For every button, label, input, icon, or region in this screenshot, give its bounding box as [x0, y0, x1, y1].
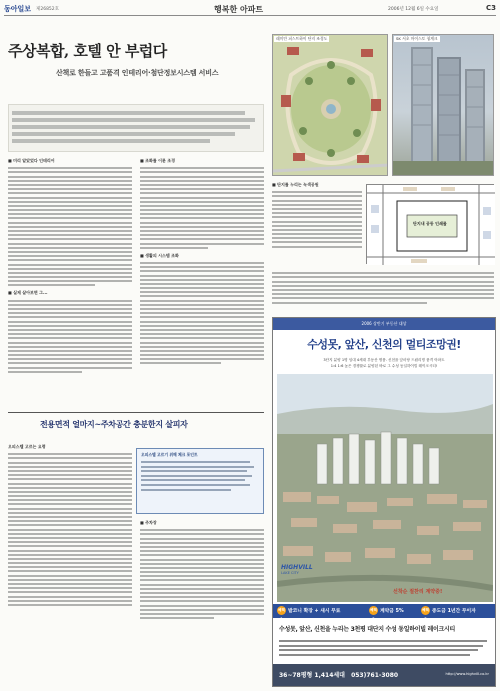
publish-date: 2006년 12월 6일 수요일	[388, 7, 439, 12]
location-map	[366, 184, 494, 264]
tower-caption: SK 서초 마이스토 청계크	[396, 36, 438, 41]
ad-body-text: 수성못, 앞산, 신천을 누리는 3천평 대단지 수성 동일하이빌 레이크시티	[279, 626, 456, 633]
benefit-item	[277, 606, 341, 621]
ad-headline: 수성못, 앞산, 신천의 멀티조망권!	[307, 338, 461, 351]
section-head: ■ 조화를 이룬 조경	[140, 158, 176, 163]
benefit-label: 발코니 확장 + 새시 무료	[288, 609, 341, 614]
site-plan-image	[272, 34, 388, 176]
plan-caption: 래미안 퍼스트하이 단지 조경도	[276, 36, 328, 41]
ad-units: 36~78평형 1,414세대	[279, 672, 345, 679]
lower-column-1	[8, 444, 132, 608]
section-head: ■ 생활의 시스템 조화	[140, 252, 179, 258]
benefit-item	[421, 606, 476, 621]
site-plan-drawing	[273, 35, 388, 176]
article-summary-box	[8, 104, 264, 152]
ad-subline-2: 1:4 1:6 높은 경쟁률로 분양된 바로 그 수성 동일하이빌 레이크시티!	[330, 364, 438, 368]
ad-cta: 선착순 절찬리 계약중!	[393, 589, 443, 595]
section-title: 행복한 아파트	[214, 5, 264, 14]
ad-website: http://www.highvill.co.kr	[445, 672, 489, 676]
section-head: ■ 단지를 누리는 녹색공원	[272, 182, 319, 187]
ad-subline-1: 3단지 분양 1명 임대 4세대 부동산 명품. 신천을 앞마당 드림리빙 품격 아파트	[323, 358, 445, 362]
lower-article-title: 전용면적 얼마지~주차공간 충분한지 살피자	[40, 420, 188, 429]
lower-section-head: ■ 주차장	[140, 520, 157, 525]
tower-drawing	[393, 35, 494, 176]
page-number: C3	[485, 4, 496, 12]
body-column-3	[272, 182, 362, 250]
body-column-2	[140, 158, 264, 367]
apartment-advertisement	[272, 317, 496, 687]
brand-name: HIGHVILL	[281, 564, 313, 571]
highvill-logo	[281, 564, 325, 592]
benefit-number: 혜택2	[370, 608, 377, 621]
article-subhead: 산책로 한들고 고품격 인테리어·첨단정보시스템 서비스	[56, 69, 219, 77]
ad-fine-print	[279, 638, 491, 658]
brand-sub: LAKE CITY	[281, 571, 299, 575]
article-headline: 주상복합, 호텔 안 부럽다	[8, 42, 167, 60]
section-head: ■ 실제 살아보면 그...	[8, 290, 48, 296]
benefit-label: 계약금 5%	[380, 609, 404, 614]
newspaper-logo: 동아일보	[4, 4, 32, 13]
section-head: ■ 미리 알았었다 인테리어	[8, 158, 55, 163]
ad-unit-info	[279, 670, 398, 679]
benefit-number: 혜택3	[422, 608, 429, 621]
benefit-label: 중도금 1년간 무이자	[432, 609, 476, 614]
ad-phone: 053)761-3080	[351, 672, 399, 679]
ad-top-banner: 2006 상반기 부동산 대상	[273, 318, 495, 330]
benefit-item	[369, 606, 404, 621]
checkpoint-box-heading: 오피스텔 고르기 위해 체크 포인트	[141, 452, 198, 457]
issue-number: 제26852호	[36, 7, 60, 12]
body-column-4	[272, 270, 494, 306]
map-label: 단지내 공동 인쇄물	[413, 221, 447, 226]
body-column-1	[8, 158, 132, 375]
lower-column-2	[140, 520, 264, 621]
lower-section-head: 오피스텔 고르는 요령	[8, 444, 46, 449]
benefit-bar	[273, 604, 495, 621]
section-divider	[8, 412, 264, 413]
ad-footer	[273, 664, 495, 687]
tower-photo	[392, 34, 494, 176]
benefit-number: 혜택1	[278, 608, 285, 621]
checkpoint-box	[136, 448, 264, 514]
masthead	[4, 3, 496, 16]
